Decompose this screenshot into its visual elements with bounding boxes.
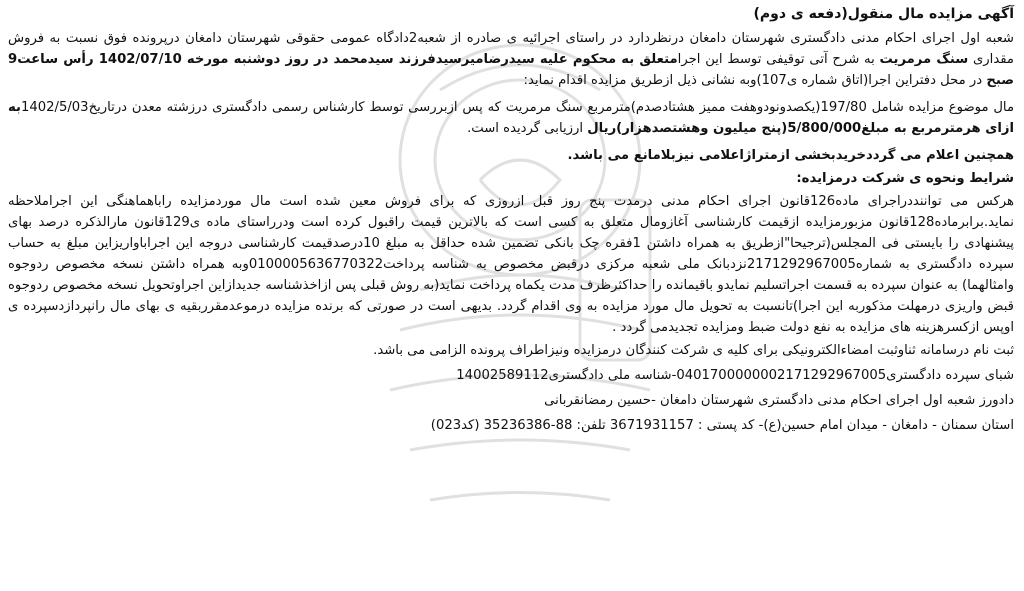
owner-and-date: متعلق به محکوم علیه سیدرضامیرسیدفرزند سیدمحمد در روز دوشنبه مورخه 1402/07/10 رأس ساعت9 صبح xyxy=(8,52,1014,88)
intro-text-3: در محل دفتراین اجرا(اتاق شماره ی107)وبه نشانی ذیل ازطریق مزایده اقدام نماید: xyxy=(523,73,987,88)
conditions-paragraph: هرکس می تواننددراجرای ماده126قانون اجرای احکام مدنی درمدت پنج روز قبل ازروزی که برای فروش معین شده است مال موردمزایده راباهماهنگی این اجراملاحظه نماید.برابرماده128قانون مزبورمزایده ازقیمت کارشناسی آغازومال متعلق به کسی است که بالاترین قیمت راقبول کرده است ودرراستای ماده ی129قانون مارالذکره درصد بهای پیشنهادی را بایستی فی المجلس(ترجیحا"ازطریق به همراه داشتن 1فقره چک بانکی تضمین شده حداقل به مبلغ 10درصدقیمت کارشناسی دروجه این اجراباواریزاین مبلغ به حساب سپرده دادگستری به شماره2171292967005نزدبانک ملی شعبه مرکزی درقبض مخصوص به شناسه پرداخت0100005636770322وبه همراه داشتن نسخه مخصوص ردوجوه وامثالهما) به عنوان سپرده به قسمت اجراتسلیم نمایدو باقیمانده را حداکثرظرف مدت یکماه پرداخت نماید(به روش قبلی پس ازاخذشناسه جدیدازاین اجراوتحویل نسخه مخصوص ردوجوه قبض واریزی درمهلت مذکوربه این اجرا)تانسبت به تحویل مال مورد مزایده به وی اقدام گردد. بدیهی است در صورتی که برنده مزایده درموعدمقرربقیه ی بهای مال رانپردازدسپرده ی اوپس ازکسرهزینه های مزایده به نفع دولت ضبط ومزایده تجدیدمی گردد . xyxy=(8,194,1015,335)
notice-title: آگهی مزایده مال منقول(دفعه ی دوم) xyxy=(753,6,1014,22)
signature: دادورز شعبه اول اجرای احکام مدنی دادگستری شهرستان دامغان -حسین رمضانقربانی xyxy=(544,393,1014,408)
intro-text-1: شعبه اول اجرای احکام مدنی دادگستری شهرستان دامغان درنظردارد در راستای اجرائیه ی صادره از شعبه2دادگاه عمومی حقوقی شهرستان دامغان درپرونده فوق نسبت به فروش مقداری xyxy=(8,31,1014,67)
intro-paragraph xyxy=(8,28,1014,91)
subject-text-2: ارزیابی گردیده است. xyxy=(467,121,588,136)
item-name: سنگ مرمریت xyxy=(879,52,969,67)
subject-text-1: مال موضوع مزایده شامل 197/80(یکصدونودوهفت ممیز هشتادصدم)مترمربع سنگ مرمریت که پس ازبررسی توسط کارشناس رسمی دادگستری درزشته معدن درتاریخ1402/5/03 xyxy=(20,100,1015,115)
account-info: شبای سپرده دادگستری0401700000002171292967005-شناسه ملی دادگستری14002589112 xyxy=(456,368,1014,383)
auction-notice xyxy=(8,4,1014,587)
registration-note: ثبت نام درسامانه ثناوثبت امضاءالکترونیکی برای کلیه ی شرکت کنندگان درمزایده ونیزاطراف پرونده الزامی می باشد. xyxy=(373,343,1014,358)
subject-paragraph xyxy=(8,97,1014,139)
conditions-heading: شرایط ونحوه ی شرکت درمزایده: xyxy=(796,171,1014,186)
unit-price: به ازای هرمترمربع به مبلغ5/800/000(پنج میلیون وهشتصدهزار)ریال xyxy=(8,100,1014,136)
intro-text-2: به شرح آتی توقیفی توسط این اجرا xyxy=(677,52,880,67)
partial-sale-note: همچنین اعلام می گرددخریدبخشی ازمتراژاعلامی نیزبلامانع می باشد. xyxy=(567,148,1014,163)
address: استان سمنان - دامغان - میدان امام حسین(ع)- کد پستی : 3671931157 تلفن: 88-35236386 (کد023) xyxy=(430,418,1014,433)
